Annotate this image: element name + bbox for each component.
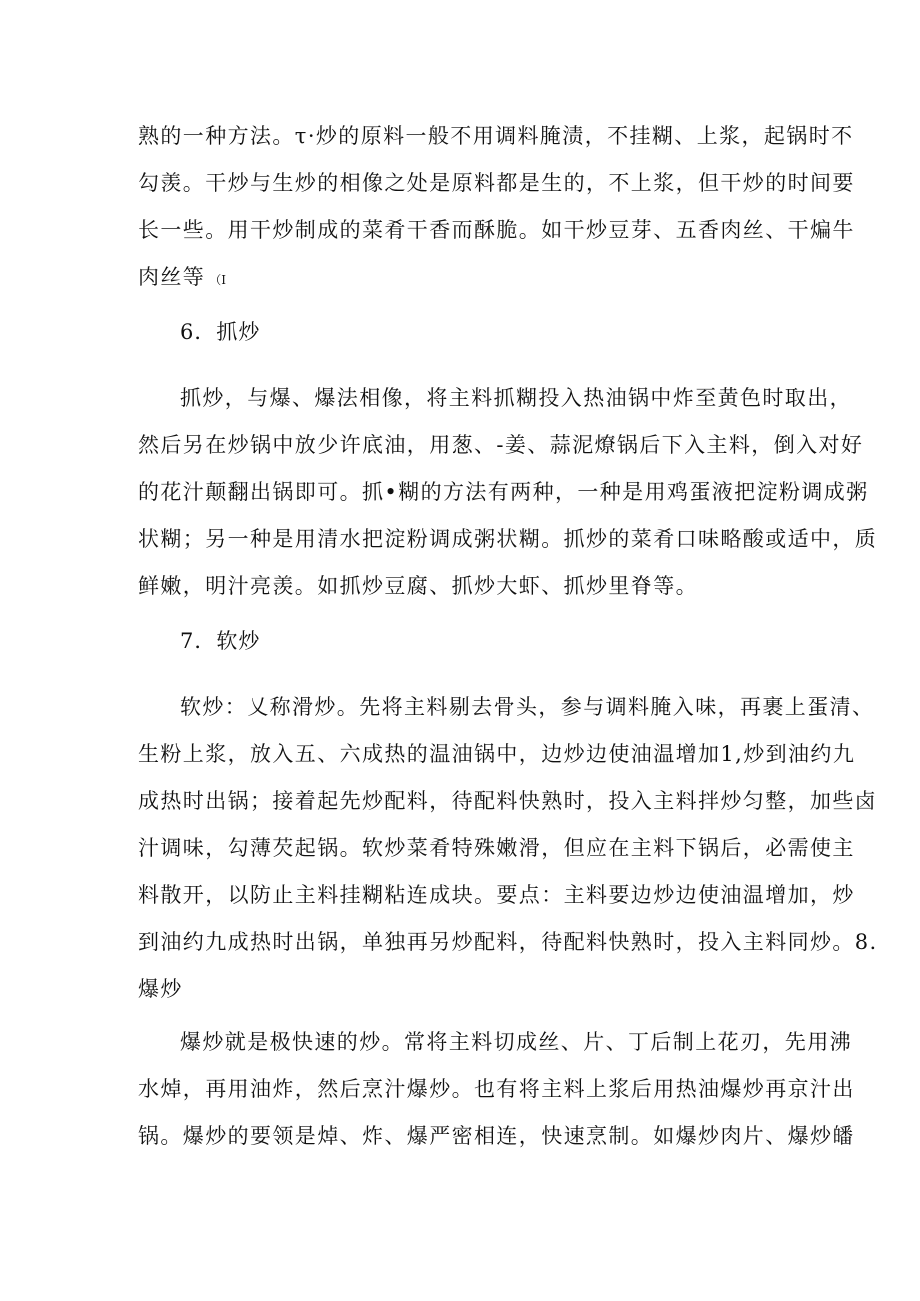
paragraph-3-line-1: 软炒：乂称滑炒。先将主料剔去骨头，参与调料腌入味，再裹上蛋清、 bbox=[180, 695, 875, 719]
paragraph-1-line-2: 勾羡。干炒与生炒的相像之处是原料都是生的，不上浆，但干炒的时间要 bbox=[138, 171, 855, 195]
paragraph-3-line-5: 料散开，以防止主料挂糊粘连成块。要点：主料要边炒边使油温增加，炒 bbox=[138, 883, 855, 907]
paragraph-1-line-1: 熟的一种方法。τ·炒的原料一般不用调料腌渍，不挂糊、上浆，起锅时不 bbox=[138, 124, 854, 148]
paragraph-3-line-6: 到油约九成热时出锅，单独再另炒配料，待配料快熟时，投入主料同炒。8. bbox=[138, 930, 878, 954]
paragraph-1-line-4 bbox=[138, 265, 226, 292]
paragraph-2-line-2: 然后另在炒锅中放少许底油，用葱、-姜、蒜泥燎锅后下入主料，倒入对好 bbox=[138, 433, 864, 457]
paragraph-2-line-1: 抓炒，与爆、爆法相像，将主料抓糊投入热油锅中炸至黄色时取出， bbox=[180, 386, 852, 410]
paragraph-3-line-3: 成热时出锅；接着起先炒配料，待配料快熟时，投入主料拌炒匀整，加些卤 bbox=[138, 789, 878, 813]
section-heading-6: 6．抓炒 bbox=[180, 320, 261, 344]
paragraph-4-line-2: 水焯，再用油炸，然后烹汁爆炒。也有将主料上浆后用热油爆炒再京汁出 bbox=[138, 1077, 855, 1101]
paragraph-2-line-3: 的花汁颠翻出锅即可。抓•糊的方法有两种，一种是用鸡蛋液把淀粉调成粥 bbox=[138, 480, 869, 504]
paragraph-2-line-4: 状糊；另一种是用清水把淀粉调成粥状糊。抓炒的菜肴口味略酸或适中，质 bbox=[138, 527, 878, 551]
paragraph-3-line-7: 爆炒 bbox=[138, 977, 183, 1001]
paragraph-1-line-4-text: 肉丝等 bbox=[138, 265, 206, 289]
paragraph-2-line-5: 鲜嫩，明汁亮羡。如抓炒豆腐、抓炒大虾、抓炒里脊等。 bbox=[138, 574, 698, 598]
section-heading-7: 7．软炒 bbox=[180, 629, 261, 653]
paragraph-4-line-3: 锅。爆炒的要领是焯、炸、爆严密相连，快速烹制。如爆炒肉片、爆炒皤 bbox=[138, 1124, 855, 1148]
paragraph-3-line-2: 生粉上浆，放入五、六成热的温油锅中，边炒边使油温增加1,炒到油约九 bbox=[138, 742, 856, 766]
paragraph-3-line-4: 汁调味，勾薄芡起锅。软炒菜肴特殊嫩滑，但应在主料下锅后，必需使主 bbox=[138, 836, 855, 860]
paragraph-1-line-3: 长一些。用干炒制成的菜肴干香而酥脆。如干炒豆芽、五香肉丝、干煸牛 bbox=[138, 218, 855, 242]
footnote-mark: （I bbox=[209, 273, 226, 287]
paragraph-4-line-1: 爆炒就是极快速的炒。常将主料切成丝、片、丁后制上花刃，先用沸 bbox=[180, 1030, 852, 1054]
